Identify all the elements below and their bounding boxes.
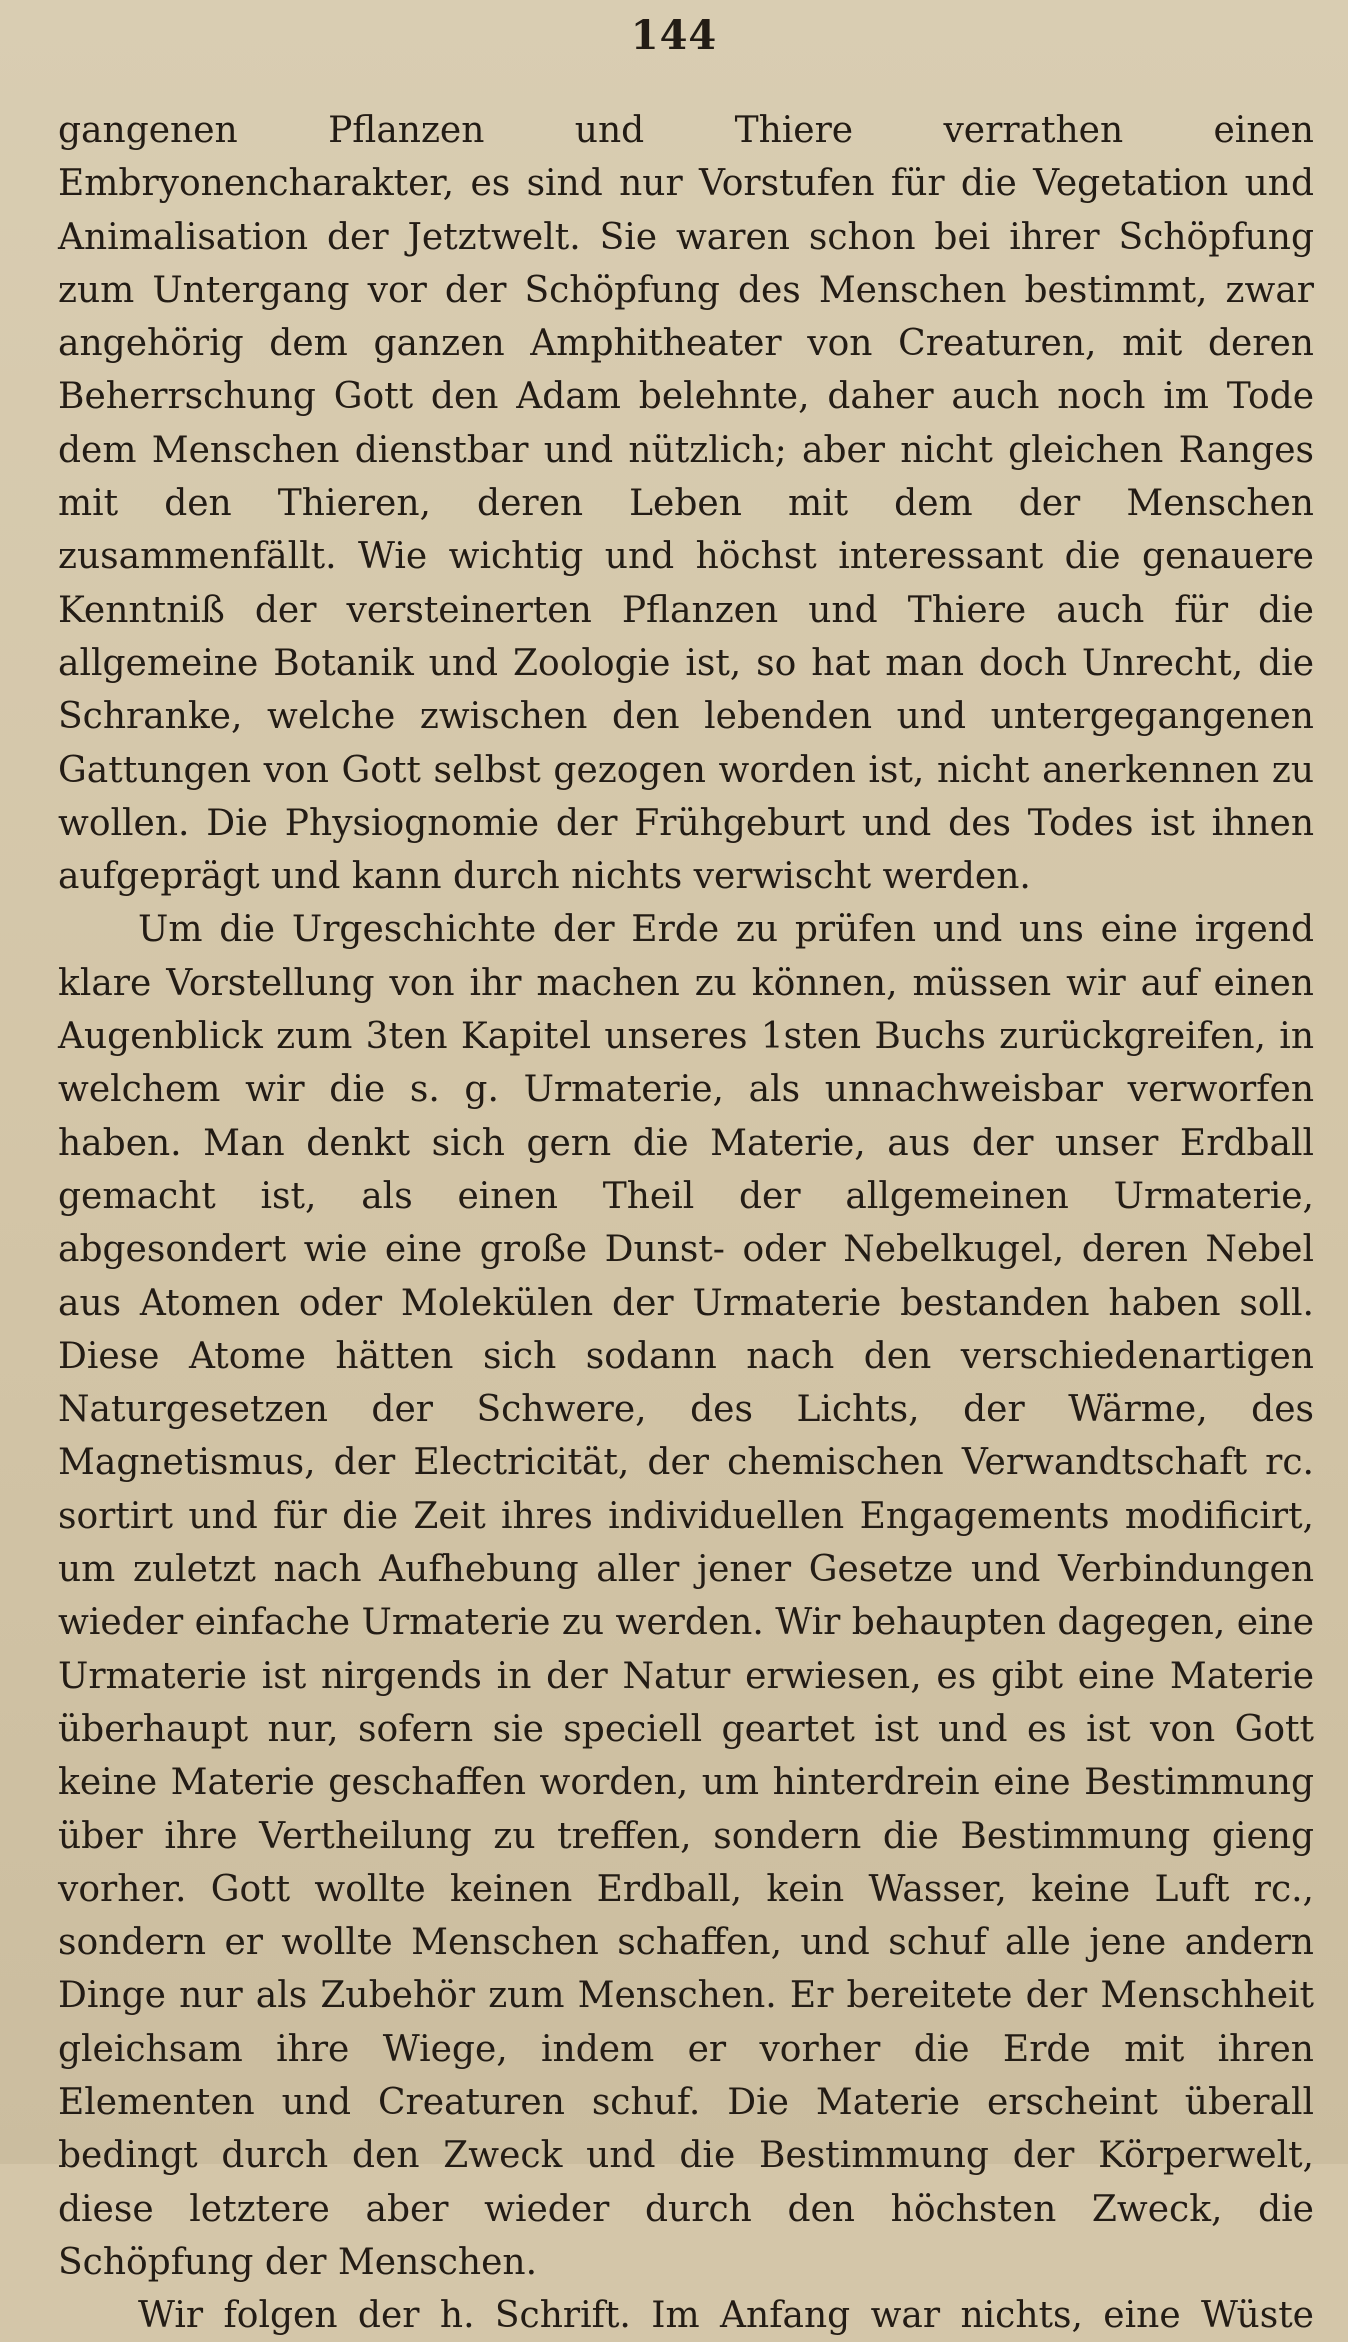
paragraph-2: Um die Urgeschichte der Erde zu prüfen und uns eine irgend klare Vorstellung von ihr machen zu können, müssen wir auf einen Augenblick zum 3ten Kapitel unseres 1sten Buchs zurückgreifen, in welchem wir die s. g. Urmaterie, als unnachweisbar verworfen haben. Man denkt sich gern die Materie, aus der unser Erdball gemacht ist, als einen Theil der allgemeinen Urmaterie, abgesondert wie eine große Dunst- oder Nebelkugel, deren Nebel aus Atomen oder Molekülen der Urmaterie bestanden haben soll. Diese Atome hätten sich sodann nach den verschiedenartigen Naturgesetzen der Schwere, des Lichts, der Wärme, des Magnetismus, der Electricität, der chemischen Verwandtschaft rc. sortirt und für die Zeit ihres individuellen Engagements modificirt, um zuletzt nach Aufhebung aller jener Gesetze und Verbindungen wieder einfache Urmaterie zu werden. Wir behaupten dagegen, eine Urmaterie ist nirgends in der Natur erwiesen, es gibt eine Materie überhaupt nur, sofern sie speciell geartet ist und es ist von Gott keine Materie geschaffen worden, um hinterdrein eine Bestimmung über ihre Vertheilung zu treffen, sondern die Bestimmung gieng vorher. Gott wollte keinen Erdball, kein Wasser, keine Luft rc., sondern er wollte Menschen schaffen, und schuf alle jene andern Dinge nur als Zubehör zum Menschen. Er bereitete der Menschheit gleichsam ihre Wiege, indem er vorher die Erde mit ihren Elementen und Creaturen schuf. Die Materie erscheint überall bedingt durch den Zweck und die Bestimmung der Körperwelt, diese letztere aber wieder durch den höchsten Zweck, die Schöpfung der Menschen. [58,909,1315,2283]
paragraph-3: Wir folgen der h. Schrift. Im Anfang war nichts, eine Wüste [138,2295,1314,2337]
body-text [58,104,1314,2342]
paragraph-1: gangenen Pflanzen und Thiere verrathen einen Embryonencharakter, es sind nur Vorstufen für die Vegetation und Animalisation der Jetztwelt. Sie waren schon bei ihrer Schöpfung zum Untergang vor der Schöpfung des Menschen bestimmt, zwar angehörig dem ganzen Amphitheater von Creaturen, mit deren Beherrschung Gott den Adam belehnte, daher auch noch im Tode dem Menschen dienstbar und nützlich; aber nicht gleichen Ranges mit den Thieren, deren Leben mit dem der Menschen zusammenfällt. Wie wichtig und höchst interessant die genauere Kenntniß der versteinerten Pflanzen und Thiere auch für die allgemeine Botanik und Zoologie ist, so hat man doch Unrecht, die Schranke, welche zwischen den lebenden und untergegangenen Gattungen von Gott selbst gezogen worden ist, nicht anerkennen zu wollen. Die Physiognomie der Frühgeburt und des Todes ist ihnen aufgeprägt und kann durch nichts verwischt werden. [58,110,1314,898]
page-number: 144 [630,12,718,59]
